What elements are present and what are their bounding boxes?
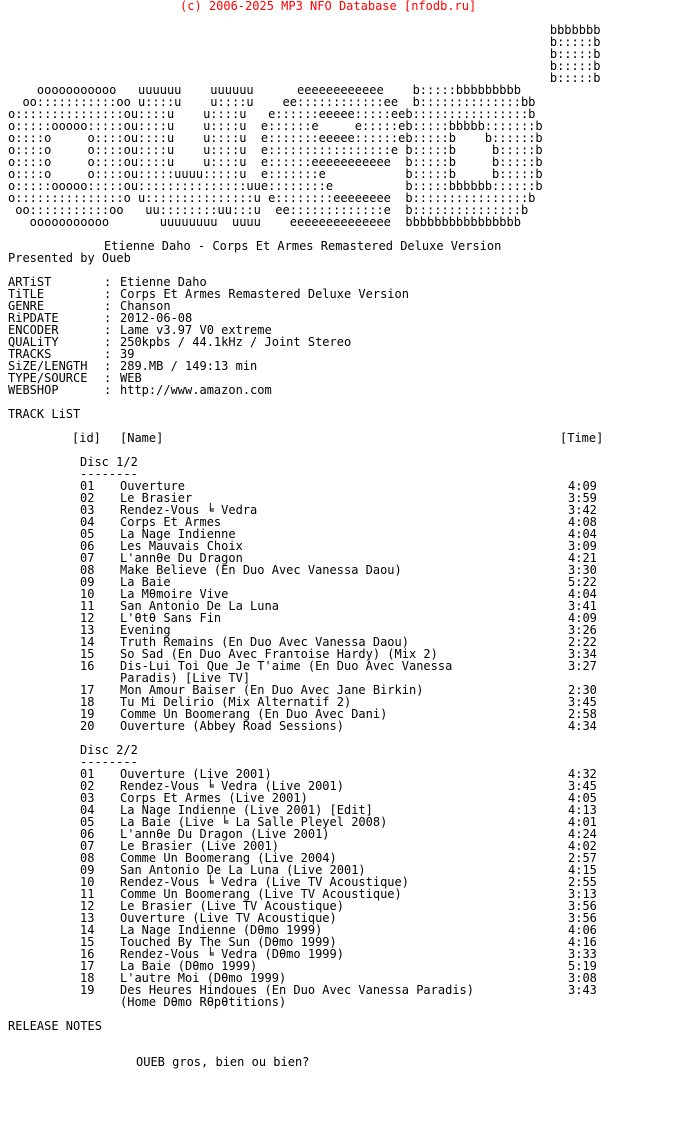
track-time: 3:30 (568, 563, 597, 577)
track-id: 09 (80, 863, 95, 877)
info-separator: : (104, 299, 112, 313)
track-time: 3:34 (568, 647, 597, 661)
info-separator: : (104, 371, 112, 385)
track-time: 4:04 (568, 527, 597, 541)
track-time: 3:56 (568, 911, 597, 925)
track-id: 13 (80, 623, 95, 637)
track-id: 17 (80, 683, 95, 697)
track-time: 4:16 (568, 935, 597, 949)
track-name: Rendez-Vous ╘ Vedra (Live TV Acoustique) (120, 875, 409, 889)
track-id: 05 (80, 527, 95, 541)
track-time: 3:41 (568, 599, 597, 613)
track-time: 4:04 (568, 587, 597, 601)
track-time: 2:57 (568, 851, 597, 865)
track-name: Mon Amour Baiser (En Duo Avec Jane Birkin) (120, 683, 424, 697)
track-name: La Nage Indienne (120, 527, 236, 541)
column-id-header: [id] (72, 431, 101, 445)
track-name: La Nage Indienne (Dθmo 1999) (120, 923, 323, 937)
info-separator: : (104, 275, 112, 289)
track-time: 3:59 (568, 491, 597, 505)
info-value: 39 (120, 347, 135, 361)
track-name: Corps Et Armes (Live 2001) (120, 791, 308, 805)
track-name: Rendez-Vous ╘ Vedra (Live 2001) (120, 779, 344, 793)
track-name: La Nage Indienne (Live 2001) [Edit] (120, 803, 373, 817)
track-id: 01 (80, 479, 95, 493)
presented-by: Presented by Oueb (8, 251, 131, 265)
info-key: TiTLE (8, 287, 45, 301)
track-time: 5:22 (568, 575, 597, 589)
track-id: 15 (80, 935, 95, 949)
disc-label: Disc 2/2 (80, 743, 138, 757)
track-time: 4:32 (568, 767, 597, 781)
track-name: Ouverture (Live 2001) (120, 767, 272, 781)
track-time: 3:33 (568, 947, 597, 961)
track-id: 11 (80, 599, 95, 613)
nfodb-header-link[interactable]: (c) 2006-2025 MP3 NFO Database [nfodb.ru] (180, 0, 477, 13)
track-id: 13 (80, 911, 95, 925)
info-separator: : (104, 359, 112, 373)
track-time: 4:13 (568, 803, 597, 817)
track-time: 4:01 (568, 815, 597, 829)
info-key: QUALiTY (8, 335, 59, 349)
track-time: 3:08 (568, 971, 597, 985)
track-time: 2:22 (568, 635, 597, 649)
release-notes-text: OUEB gros, bien ou bien? (136, 1055, 310, 1069)
info-value: 289.MB / 149:13 min (120, 359, 258, 373)
track-id: 16 (80, 947, 95, 961)
track-id: 02 (80, 779, 95, 793)
track-name: La Baie (120, 575, 171, 589)
release-title: Etienne Daho - Corps Et Armes Remastered Deluxe Version (104, 239, 502, 253)
release-notes-heading: RELEASE NOTES (8, 1019, 102, 1033)
track-id: 12 (80, 611, 95, 625)
track-name: San Antonio De La Luna (120, 599, 279, 613)
track-name: Ouverture (120, 479, 186, 493)
track-name: Ouverture (Live TV Acoustique) (120, 911, 337, 925)
track-time: 3:45 (568, 695, 597, 709)
column-time-header: [Time] (560, 431, 604, 445)
track-time: 2:30 (568, 683, 597, 697)
track-id: 07 (80, 839, 95, 853)
track-id: 06 (80, 827, 95, 841)
track-time: 5:19 (568, 959, 597, 973)
track-id: 15 (80, 647, 95, 661)
track-name: Rendez-Vous ╘ Vedra (Dθmo 1999) (120, 947, 344, 961)
track-name: Comme Un Boomerang (Live TV Acoustique) (120, 887, 402, 901)
track-id: 16 (80, 659, 95, 673)
info-separator: : (104, 335, 112, 349)
track-id: 14 (80, 923, 95, 937)
track-time: 2:55 (568, 875, 597, 889)
track-name: Comme Un Boomerang (En Duo Avec Dani) (120, 707, 388, 721)
track-name: Le Brasier (120, 491, 193, 505)
track-name: Des Heures Hindoues (En Duo Avec Vanessa Paradis) (120, 983, 475, 997)
track-id: 06 (80, 539, 95, 553)
track-time: 3:43 (568, 983, 597, 997)
track-name: Make Believe (En Duo Avec Vanessa Daou) (120, 563, 402, 577)
track-time: 4:09 (568, 611, 597, 625)
track-id: 18 (80, 695, 95, 709)
track-time: 3:09 (568, 539, 597, 553)
track-id: 10 (80, 587, 95, 601)
info-value: Chanson (120, 299, 171, 313)
track-id: 17 (80, 959, 95, 973)
track-name: La Baie (Dθmo 1999) (120, 959, 258, 973)
column-name-header: [Name] (120, 431, 164, 445)
track-id: 08 (80, 563, 95, 577)
info-key: WEBSHOP (8, 383, 59, 397)
track-time: 3:27 (568, 659, 597, 673)
track-name: Rendez-Vous ╘ Vedra (120, 503, 258, 517)
info-separator: : (104, 383, 112, 397)
track-time: 3:13 (568, 887, 597, 901)
track-name: L'annθe Du Dragon (Live 2001) (120, 827, 330, 841)
info-value: Etienne Daho (120, 275, 207, 289)
track-time: 3:26 (568, 623, 597, 637)
track-id: 07 (80, 551, 95, 565)
track-name: Evening (120, 623, 171, 637)
track-time: 4:02 (568, 839, 597, 853)
track-name: Corps Et Armes (120, 515, 222, 529)
info-value: http://www.amazon.com (120, 383, 272, 397)
track-time: 4:09 (568, 479, 597, 493)
track-name: La Baie (Live ╘ La Salle Pleyel 2008) (120, 815, 388, 829)
track-time: 4:05 (568, 791, 597, 805)
track-id: 04 (80, 515, 95, 529)
track-id: 12 (80, 899, 95, 913)
info-key: GENRE (8, 299, 45, 313)
info-value: 2012-06-08 (120, 311, 193, 325)
info-value: 250kpbs / 44.1kHz / Joint Stereo (120, 335, 352, 349)
track-name: Tu Mi Delirio (Mix Alternatif 2) (120, 695, 352, 709)
track-id: 10 (80, 875, 95, 889)
track-id: 05 (80, 815, 95, 829)
tracklist-heading: TRACK LiST (8, 407, 81, 421)
info-separator: : (104, 311, 112, 325)
info-key: TYPE/SOURCE (8, 371, 88, 385)
track-id: 18 (80, 971, 95, 985)
info-key: SiZE/LENGTH (8, 359, 88, 373)
info-key: TRACKS (8, 347, 52, 361)
track-name: L'annθe Du Dragon (120, 551, 243, 565)
track-id: 19 (80, 983, 95, 997)
track-id: 08 (80, 851, 95, 865)
track-time: 2:58 (568, 707, 597, 721)
track-id: 09 (80, 575, 95, 589)
track-name: Touched By The Sun (Dθmo 1999) (120, 935, 337, 949)
info-key: ENCODER (8, 323, 59, 337)
track-name: Comme Un Boomerang (Live 2004) (120, 851, 337, 865)
info-separator: : (104, 287, 112, 301)
track-id: 19 (80, 707, 95, 721)
track-name-continued: (Home Dθmo Rθpθtitions) (120, 995, 287, 1009)
track-time: 3:56 (568, 899, 597, 913)
ascii-art-logo: bbbbbbb b:::::b b:::::b b:::::b b:::::b ooooooooooo uuuuuu uuuuuu eeeeeeeeeeee b:::::bbbbbbbbb oo:::::::::::oo u::::u u::::u ee::::::::::::ee b::::::::::::::bb o:::::::::::::::ou::::u u::::u e::::::eeeee:::::eeb::::::::::::::::b o:::::ooooo:::::ou::::u u::::u e::::::e e:::::eb:::::bbbbb:::::::b o::::o o::::ou::::u u::::u e:::::::eeeee::::::eb:::::b b::::::b o::::o o::::ou::::u u::::u e:::::::::::::::::e b:::::b b:::::b o::::o o::::ou::::u u::::u e::::::eeeeeeeeeee b:::::b b:::::b o::::o o::::ou:::::uuuu:::::u e:::::::e b:::::b b:::::b o:::::ooooo:::::ou:::::::::::::::uue::::::::e b:::::bbbbbb::::::b o:::::::::::::::o u:::::::::::::::u e::::::::eeeeeeee b::::::::::::::::b oo:::::::::::oo uu::::::::uu:::u ee:::::::::::::e b:::::::::::::::b ooooooooooo uuuuuuuu uuuu eeeeeeeeeeeeee bbbbbbbbbbbbbbbb (8, 23, 601, 229)
track-name: L'autre Moi (Dθmo 1999) (120, 971, 287, 985)
info-separator: : (104, 323, 112, 337)
track-name: Dis-Lui Toi Que Je T'aime (En Duo Avec Vanessa (120, 659, 453, 673)
track-id: 03 (80, 791, 95, 805)
track-id: 03 (80, 503, 95, 517)
track-time: 4:08 (568, 515, 597, 529)
track-id: 02 (80, 491, 95, 505)
track-time: 4:21 (568, 551, 597, 565)
info-value: Lame v3.97 V0 extreme (120, 323, 272, 337)
track-name: San Antonio De La Luna (Live 2001) (120, 863, 366, 877)
info-separator: : (104, 347, 112, 361)
track-name: Les Mauvais Choix (120, 539, 243, 553)
info-key: RiPDATE (8, 311, 59, 325)
track-time: 3:45 (568, 779, 597, 793)
track-name: Truth Remains (En Duo Avec Vanessa Daou) (120, 635, 409, 649)
track-id: 20 (80, 719, 95, 733)
track-name: Le Brasier (Live TV Acoustique) (120, 899, 344, 913)
disc-label: Disc 1/2 (80, 455, 138, 469)
track-time: 4:34 (568, 719, 597, 733)
track-time: 4:24 (568, 827, 597, 841)
track-name: Le Brasier (Live 2001) (120, 839, 279, 853)
info-key: ARTiST (8, 275, 52, 289)
track-name: Ouverture (Abbey Road Sessions) (120, 719, 344, 733)
track-time: 3:42 (568, 503, 597, 517)
info-value: WEB (120, 371, 142, 385)
info-value: Corps Et Armes Remastered Deluxe Version (120, 287, 409, 301)
track-name-continued: Paradis) [Live TV] (120, 671, 251, 685)
disc-underline: -------- (80, 755, 138, 769)
track-id: 11 (80, 887, 95, 901)
track-id: 01 (80, 767, 95, 781)
track-time: 4:06 (568, 923, 597, 937)
track-name: So Sad (En Duo Avec Franτoise Hardy) (Mix 2) (120, 647, 438, 661)
track-time: 4:15 (568, 863, 597, 877)
track-id: 14 (80, 635, 95, 649)
disc-underline: -------- (80, 467, 138, 481)
track-id: 04 (80, 803, 95, 817)
track-name: La Mθmoire Vive (120, 587, 229, 601)
track-name: L'θtθ Sans Fin (120, 611, 222, 625)
